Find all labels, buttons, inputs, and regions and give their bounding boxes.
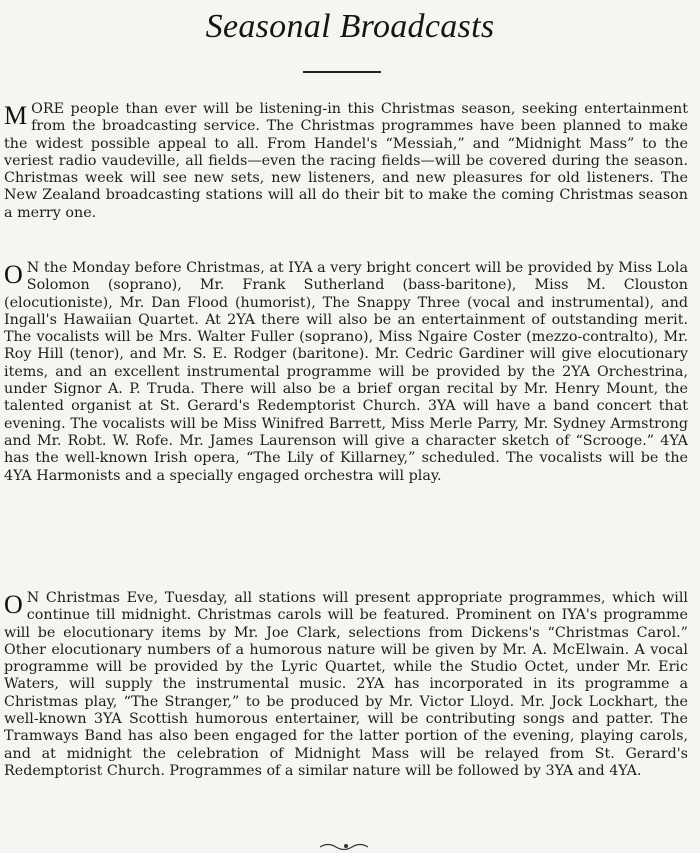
paragraph-text: ORE people than ever will be listening-in this Christmas season, seeking entertainment from the broadcasting service. The Christmas programmes have been planned to make the widest possible appeal to all. From Handel's “Messiah,” and “Midnight Mass” to the veriest radio vaudeville, all fields—even the racing fields—will be covered during the season. Christmas week will see new sets, new listeners, and new pleasures for old listeners. The New Zealand broadcasting stations will all do their bit to make the coming Christmas season a merry one. xyxy=(4,101,688,221)
paragraph-intro xyxy=(4,101,688,222)
title-underline-divider xyxy=(303,71,381,73)
ornament-divider-icon xyxy=(318,841,374,851)
paragraph-text: N the Monday before Christmas, at IYA a very bright concert will be provided by Miss Lola Solomon (soprano), Mr. Frank Sutherland (bass-baritone), Miss M. Clouston (elocutioniste), Mr. Dan Flood (humorist), The Snappy Three (vocal and instrumental), and Ingall's Hawaiian Quartet. At 2YA there will also be an entertainment of outstanding merit. The vocalists will be Mrs. Walter Fuller (soprano), Miss Ngaire Coster (mezzo-contralto), Mr. Roy Hill (tenor), and Mr. S. E. Rodger (baritone). Mr. Cedric Gardiner will give elocutionary items, and an excellent instrumental programme will be provided by the 2YA Orchestrina, under Signor A. P. Truda. There will also be a brief organ recital by Mr. Henry Mount, the talented organist at St. Gerard's Redemptorist Church. 3YA will have a band concert that evening. The vocalists will be Miss Winifred Barrett, Miss Merle Parry, Mr. Sydney Armstrong and Mr. Robt. W. Rofe. Mr. James Laurenson will give a character sketch of “Scrooge.” 4YA has the well-known Irish opera, “The Lily of Killarney,” scheduled. The vocalists will be the 4YA Harmonists and a specially engaged orchestra will play. xyxy=(4,260,688,484)
paragraph-text: N Christmas Eve, Tuesday, all stations will present appropriate programmes, which will continue till midnight. Christmas carols will be featured. Prominent on IYA's programme will be elocutionary items by Mr. Joe Clark, selections from Dickens's “Christmas Carol.” Other elocutionary numbers of a humorous nature will be given by Mr. A. McElwain. A vocal programme will be provided by the Lyric Quartet, while the Studio Octet, under Mr. Eric Waters, will supply the instrumental music. 2YA has incorporated in its programme a Christmas play, “The Stranger,” to be produced by Mr. Victor Lloyd. Mr. Jock Lockhart, the well-known 3YA Scottish humorous entertainer, will be contributing songs and patter. The Tramways Band has also been engaged for the latter portion of the evening, playing carols, and at midnight the celebration of Midnight Mass will be relayed from St. Gerard's Redemptorist Church. Programmes of a similar nature will be followed by 3YA and 4YA. xyxy=(4,590,688,779)
drop-cap: O xyxy=(4,260,23,289)
drop-cap: O xyxy=(4,590,23,619)
article-title: Seasonal Broadcasts xyxy=(205,8,495,45)
paragraph-christmas-eve xyxy=(4,590,688,780)
drop-cap: M xyxy=(4,101,28,130)
paragraph-monday xyxy=(4,260,688,485)
